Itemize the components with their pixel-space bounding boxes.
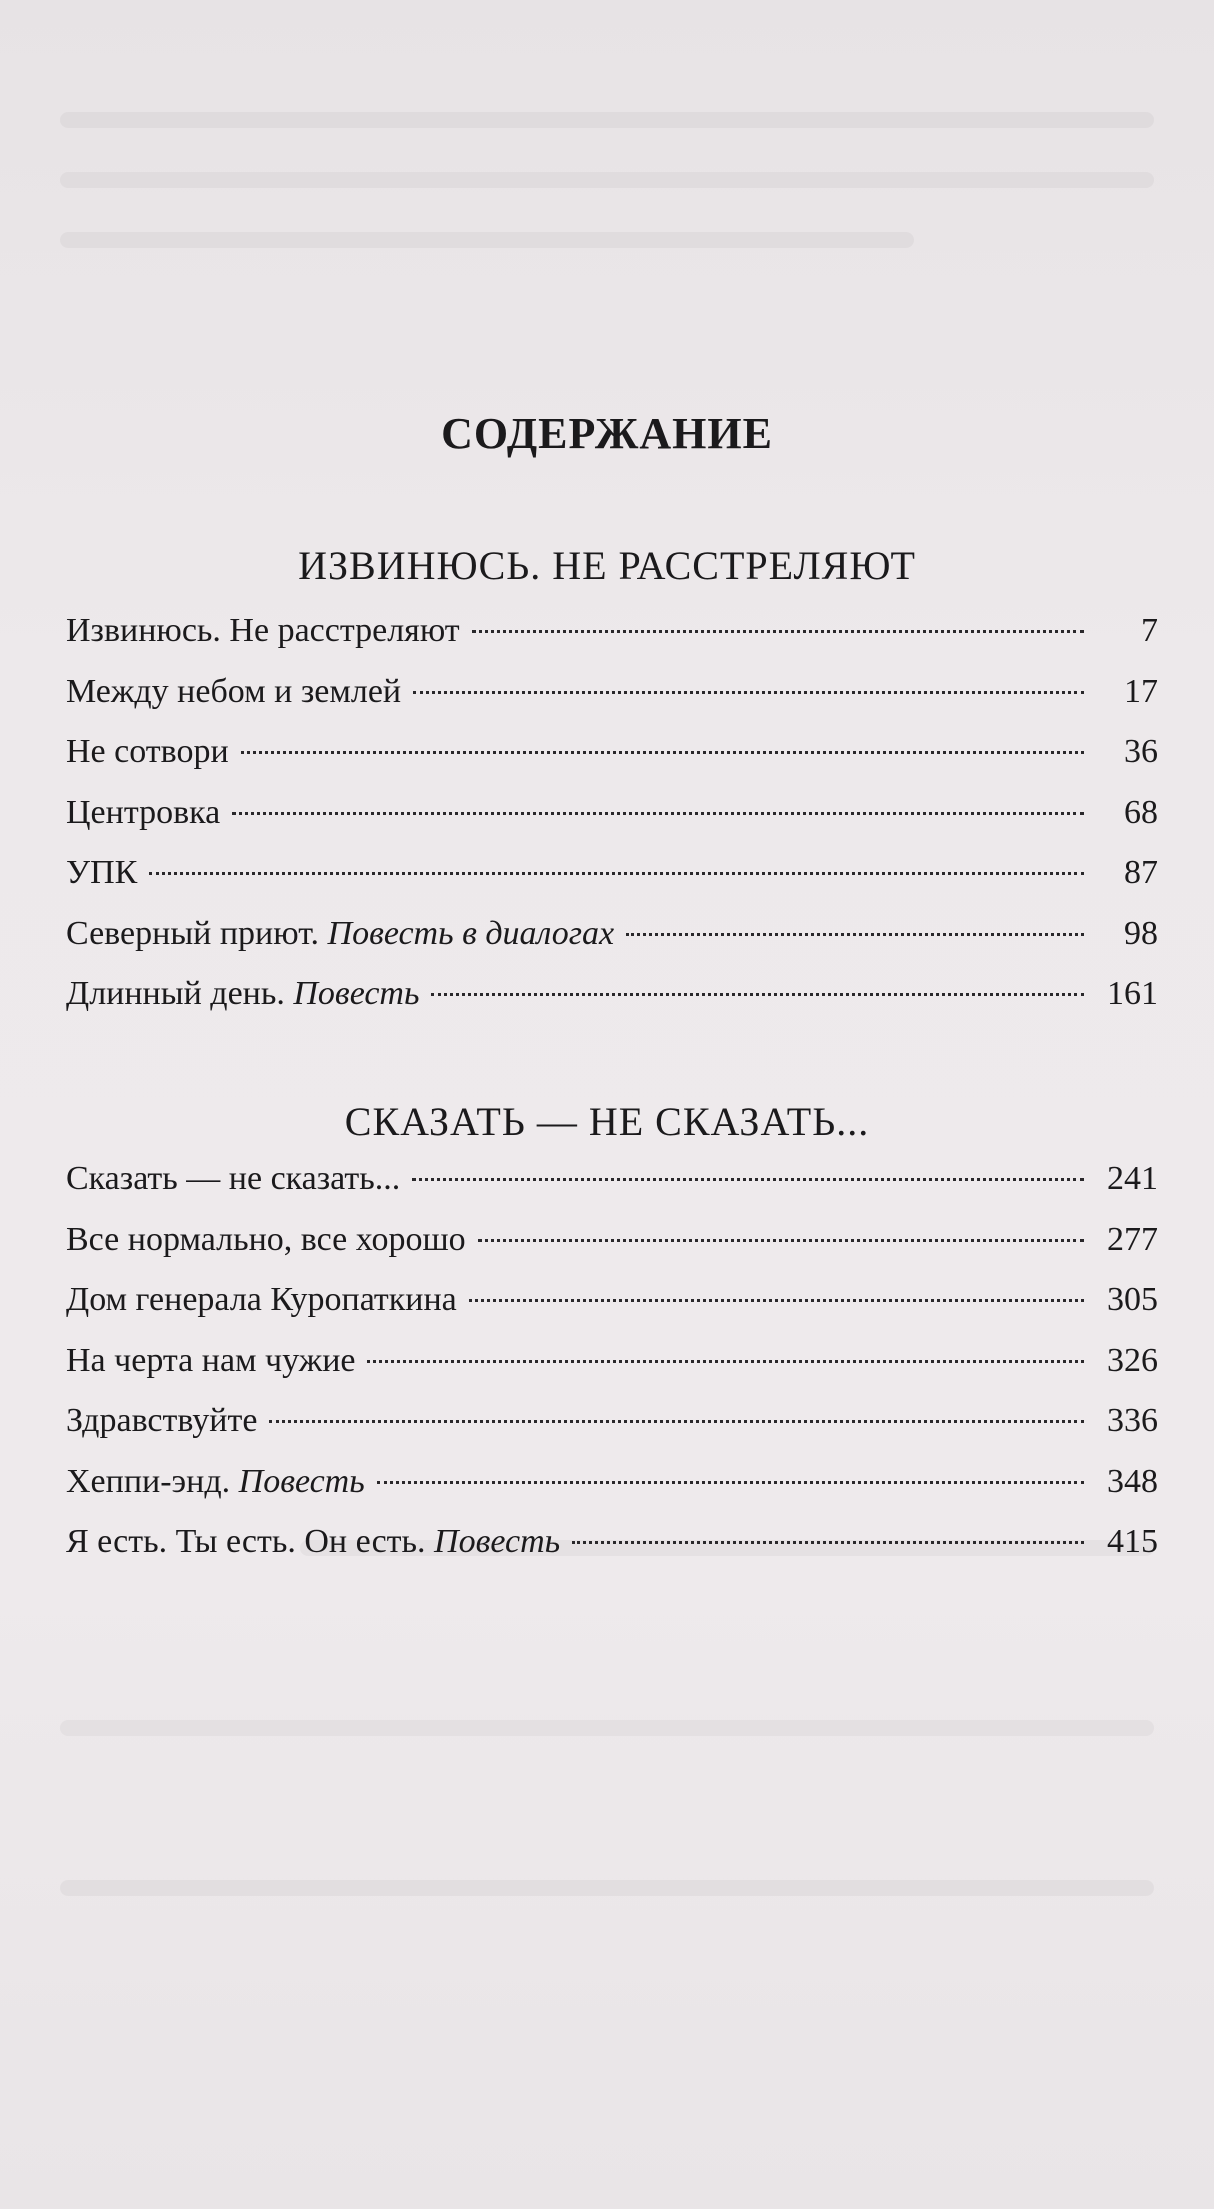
entry-title: Длинный день. Повесть [66,975,420,1012]
dot-leader [413,691,1084,694]
page-number: 241 [1107,1160,1158,1197]
dot-leader [469,1299,1084,1302]
entry-subtitle: Повесть [434,1523,561,1560]
page-number: 98 [1124,914,1158,952]
section-heading: СКАЗАТЬ — НЕ СКАЗАТЬ... [344,1099,870,1144]
entry-title: Сказать — не сказать... [66,1160,401,1197]
page-number: 87 [1124,854,1158,891]
section-heading: ИЗВИНЮСЬ. НЕ РАССТРЕЛЯЮТ [298,543,916,588]
entry-title: Не сотвори [66,733,229,770]
dot-leader [149,872,1084,875]
entry-subtitle: Повесть [293,975,420,1012]
dot-leader [412,1178,1084,1181]
toc-entry[interactable] [66,733,1158,794]
toc-entry[interactable] [66,1160,1158,1221]
entry-subtitle: Повесть [238,1462,365,1500]
entry-title: Дом генерала Куропаткина [66,1281,457,1318]
dot-leader [572,1541,1084,1544]
toc-entry[interactable] [66,854,1158,915]
toc-entry[interactable] [66,673,1158,734]
dot-leader [367,1360,1084,1363]
show-through-decoration [60,1880,1154,1896]
toc-entry[interactable] [66,975,1158,1036]
page-number: 17 [1124,672,1158,710]
page-number: 7 [1141,612,1158,649]
page-number: 36 [1124,733,1158,770]
page-title: СОДЕРЖАНИЕ [441,409,773,458]
page-number: 326 [1107,1341,1158,1379]
entry-title: Я есть. Ты есть. Он есть. Повесть [66,1523,561,1560]
toc-entry[interactable] [66,1523,1158,1584]
page-number: 415 [1107,1523,1158,1560]
entry-title: Северный приют. Повесть в диалогах [66,914,615,952]
dot-leader [431,993,1084,996]
toc-entry[interactable] [66,612,1158,673]
entry-title: Хеппи-энд. Повесть [66,1462,365,1500]
toc-entry[interactable] [66,1463,1158,1524]
page-number: 305 [1107,1281,1158,1318]
toc-entry[interactable] [66,915,1158,976]
entry-title: Между небом и землей [66,672,402,710]
toc-entry[interactable] [66,1221,1158,1282]
page-number: 348 [1107,1462,1158,1500]
dot-leader [626,933,1084,936]
show-through-decoration [60,112,1154,128]
toc-entry[interactable] [66,1342,1158,1403]
show-through-decoration [60,172,1154,188]
entry-subtitle: Повесть в диалогах [327,914,615,952]
entry-title: На черта нам чужие [66,1341,356,1379]
entry-title: Все нормально, все хорошо [66,1220,466,1258]
entry-title: Центровка [66,793,221,831]
dot-leader [377,1481,1084,1484]
show-through-decoration [60,232,914,248]
dot-leader [269,1420,1084,1423]
entry-title: УПК [66,854,138,891]
dot-leader [241,751,1084,754]
page-number: 68 [1124,793,1158,831]
toc-list [66,612,1158,1036]
entry-title: Здравствуйте [66,1402,258,1439]
page-number: 336 [1107,1402,1158,1439]
entry-title: Извинюсь. Не расстреляют [66,612,460,649]
toc-entry[interactable] [66,1402,1158,1463]
show-through-decoration [60,1720,1154,1736]
page-number: 277 [1107,1220,1158,1258]
dot-leader [232,812,1084,815]
toc-entry[interactable] [66,794,1158,855]
toc-list [66,1160,1158,1584]
dot-leader [478,1239,1084,1242]
page-number: 161 [1107,975,1158,1012]
toc-entry[interactable] [66,1281,1158,1342]
dot-leader [472,630,1084,633]
